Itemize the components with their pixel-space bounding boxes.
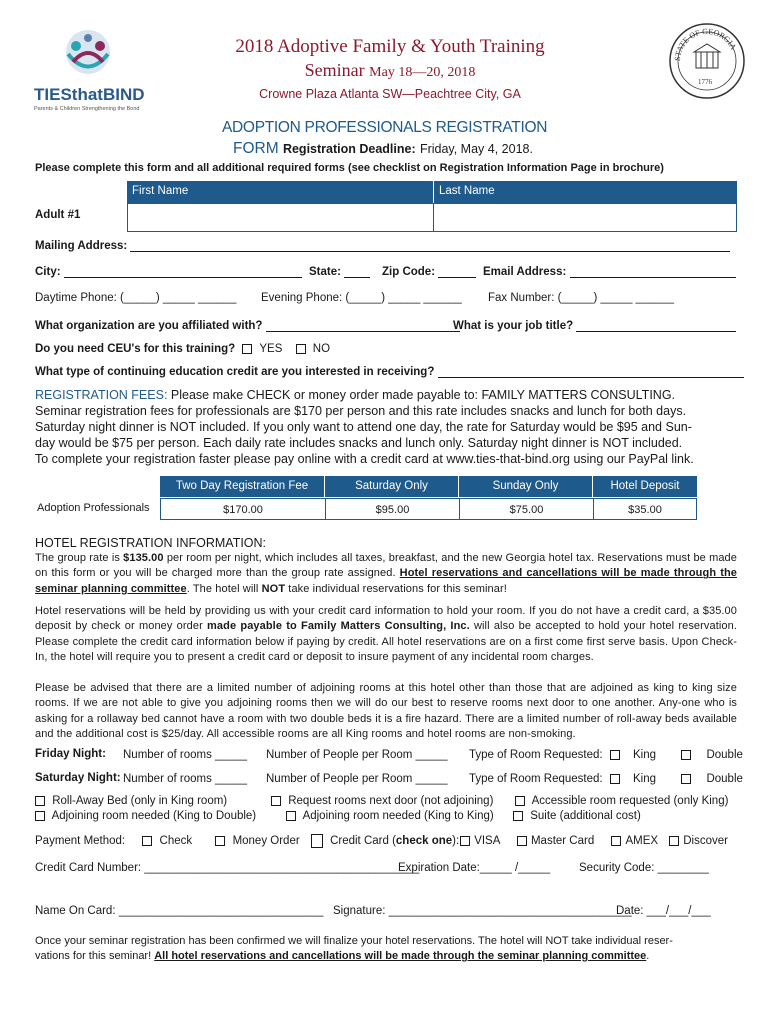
job-title-row — [453, 320, 736, 332]
fee-header-hotel-deposit: Hotel Deposit — [593, 476, 697, 497]
footer-line-1: Once your seminar registration has been confirmed we will finalize your hotel reservations. The hotel will NOT take individual reser- — [35, 935, 673, 947]
suite-label: Suite (additional cost) — [530, 810, 641, 822]
security-code-field[interactable]: Security Code: ________ — [579, 862, 709, 874]
rollaway-checkbox[interactable] — [35, 796, 45, 806]
last-name-header: Last Name — [434, 181, 737, 203]
hotel-p1-d: . The hotel will — [186, 582, 262, 595]
date-field[interactable]: Date: ___/___/___ — [616, 905, 711, 917]
credit-type-row — [35, 366, 744, 378]
org-label: What organization are you affiliated with? — [35, 320, 263, 332]
option-accessible — [515, 795, 728, 807]
fees-line-3: Saturday night dinner is NOT included. If you only want to attend one day, the rate for Saturday would be $95 and Sun- — [35, 420, 692, 434]
rollaway-label: Roll-Away Bed (only in King room) — [52, 795, 228, 807]
state-field[interactable] — [344, 266, 370, 278]
mailing-label: Mailing Address: — [35, 240, 128, 252]
daytime-phone-field[interactable]: Daytime Phone: (_____) _____ ______ — [35, 292, 237, 304]
saturday-people-field[interactable]: Number of People per Room _____ — [266, 773, 448, 785]
venue: Crowne Plaza Atlanta SW—Peachtree City, GA — [259, 87, 521, 101]
amex-label: AMEX — [625, 835, 659, 848]
fee-header-saturday: Saturday Only — [325, 476, 459, 497]
adjoining-double-checkbox[interactable] — [35, 811, 45, 821]
job-title-field[interactable] — [576, 320, 736, 332]
friday-night-label: Friday Night: — [35, 748, 106, 760]
payment-method-label: Payment Method: — [35, 835, 126, 848]
adult-1-label: Adult #1 — [35, 209, 81, 221]
saturday-double-label: Double — [706, 773, 743, 785]
footer-line-2a: vations for this seminar! — [35, 950, 155, 962]
friday-king-label: King — [633, 749, 657, 761]
state-label: State: — [309, 266, 341, 278]
next-door-label: Request rooms next door (not adjoining) — [288, 795, 494, 807]
friday-double-checkbox[interactable] — [681, 750, 691, 760]
instructions: Please complete this form and all additional required forms (see checklist on Registration Information Page in brochure) — [35, 162, 664, 174]
logo-text: TIESthatBIND — [34, 85, 145, 104]
mastercard-label: Master Card — [530, 835, 595, 848]
footer-underlined: All hotel reservations and cancellations will be made through the seminar planning committee — [154, 950, 647, 962]
city-label-row — [35, 266, 302, 278]
friday-room-type-label: Type of Room Requested: — [469, 749, 603, 761]
check-one-label: check one — [395, 835, 453, 848]
seminar-word: Seminar — [304, 60, 365, 80]
saturday-room-type — [469, 773, 743, 785]
fee-row-label: Adoption Professionals — [37, 502, 150, 514]
hotel-p2-bold: made payable to Family Matters Consulting, Inc. — [207, 620, 470, 633]
city-field[interactable] — [64, 266, 302, 278]
fees-line-5: To complete your registration faster please pay online with a credit card at www.ties-that-bind.org using our PayPal link. — [35, 452, 694, 466]
friday-king-checkbox[interactable] — [610, 750, 620, 760]
job-label: What is your job title? — [453, 320, 574, 332]
hotel-p2-c: will also be accepted to hold your hotel reservation. Please complete the credit card information below if paying by credit. All hotel reservations are on a first come first serve basis. Upon Check-In, the hotel will require you to present a credit card or deposit to insure payment of any incidental room charges. — [35, 620, 738, 664]
credit-type-question: What type of continuing education credit are you interested in receiving? — [35, 366, 435, 378]
evening-phone-field[interactable]: Evening Phone: (_____) _____ ______ — [261, 292, 462, 304]
adjoining-king-checkbox[interactable] — [286, 811, 296, 821]
hotel-rate: $135.00 — [123, 552, 164, 564]
saturday-king-label: King — [633, 773, 657, 785]
friday-rooms-field[interactable]: Number of rooms _____ — [123, 749, 248, 761]
zip-field[interactable] — [438, 266, 476, 278]
adjoining-double-label: Adjoining room needed (King to Double) — [51, 810, 257, 822]
check-checkbox[interactable] — [142, 836, 152, 846]
fee-sunday-value: $75.00 — [459, 498, 594, 520]
email-label: Email Address: — [483, 266, 567, 278]
hotel-paragraph-2 — [35, 604, 737, 666]
mailing-address-row — [35, 240, 730, 252]
fee-saturday-value: $95.00 — [325, 498, 460, 520]
first-name-field[interactable] — [127, 203, 434, 232]
hotel-paragraph-1 — [35, 551, 737, 597]
ceu-no-checkbox[interactable] — [296, 344, 306, 354]
discover-label: Discover — [683, 835, 728, 848]
card-number-field[interactable]: Credit Card Number: ___________________________________________ — [35, 862, 420, 874]
hotel-paragraph-3: Please be advised that there are a limited number of adjoining rooms at this hotel other than those that are adjoined as king to king size rooms. If we are not able to give you adjoining rooms then we will do our best to reserve rooms next door to one another. Any-one who is asking for a rollaway bed cannot have a room with two double beds it is a fire hazard. There are a limited number of roll-away beds available and the additional cost is $25/day. All accessible rooms are all King rooms and hotel rooms are non-smoking. — [35, 682, 737, 741]
hotel-p1-e: take individual reservations for this seminar! — [285, 582, 507, 595]
fee-hotel-deposit-value: $35.00 — [593, 498, 697, 520]
organization-field[interactable] — [266, 320, 460, 332]
accessible-label: Accessible room requested (only King) — [531, 795, 729, 807]
name-on-card-field[interactable]: Name On Card: ________________________________ — [35, 905, 324, 917]
hotel-p1-b: per room per night, which includes all taxes, breakfast, and the new Georgia hotel tax. Reservations must be made on this form or you will be charged more than the group rate assigned. — [35, 552, 737, 580]
ceu-question: Do you need CEU's for this training? — [35, 343, 236, 355]
option-suite — [513, 810, 641, 822]
amex-checkbox[interactable] — [611, 836, 621, 846]
saturday-double-checkbox[interactable] — [681, 774, 691, 784]
footer-line-2 — [35, 950, 649, 962]
fee-header-sunday: Sunday Only — [459, 476, 593, 497]
expiration-date-field[interactable]: Expiration Date:_____ /_____ — [398, 862, 551, 874]
seal-year: 1776 — [698, 78, 712, 86]
hotel-p2-a: Hotel reservations will be held by providing us with your credit card information to hold your room. If you do not have a credit card, a $35.00 deposit by check or money order — [35, 605, 737, 633]
money-order-label: Money Order — [232, 835, 300, 848]
fees-line-2: Seminar registration fees for professionals are $170 per person and this rate includes snacks and lunch for both days. — [35, 404, 687, 418]
state-row — [309, 266, 370, 278]
seminar-dates: May 18—20, 2018 — [369, 65, 476, 80]
accessible-checkbox[interactable] — [515, 796, 525, 806]
saturday-room-type-label: Type of Room Requested: — [469, 773, 603, 785]
credit-card-close: ): — [452, 835, 460, 848]
option-next-door — [271, 795, 493, 807]
suite-checkbox[interactable] — [513, 811, 523, 821]
ceu-yes-label: YES — [259, 343, 283, 355]
option-adjoining-king — [286, 810, 494, 822]
first-name-header: First Name — [127, 181, 433, 203]
fees-heading: REGISTRATION FEES: — [35, 388, 168, 402]
option-adjoining-double — [35, 810, 256, 822]
next-door-checkbox[interactable] — [271, 796, 281, 806]
credit-card-checkbox[interactable] — [311, 834, 323, 848]
form-title-line2 — [233, 140, 533, 158]
friday-room-type — [469, 749, 743, 761]
fees-heading-rest: Please make CHECK or money order made payable to: FAMILY MATTERS CONSULTING. — [170, 388, 676, 402]
visa-checkbox[interactable] — [460, 836, 470, 846]
zip-label: Zip Code: — [382, 266, 436, 278]
hotel-p1-underlined: Hotel reservations and cancellations will be made through the seminar planning committee — [35, 567, 737, 595]
svg-text:STATE OF GEORGIA — [673, 27, 738, 61]
credit-card-label: Credit Card ( — [330, 835, 396, 848]
last-name-field[interactable] — [433, 203, 737, 232]
mastercard-checkbox[interactable] — [517, 836, 527, 846]
city-label: City: — [35, 266, 61, 278]
friday-double-label: Double — [706, 749, 743, 761]
ceu-no-label: NO — [312, 343, 331, 355]
adjoining-king-label: Adjoining room needed (King to King) — [302, 810, 494, 822]
saturday-rooms-field[interactable]: Number of rooms _____ — [123, 773, 248, 785]
deadline-value: Friday, May 4, 2018. — [419, 142, 533, 156]
ceu-yes-checkbox[interactable] — [242, 344, 252, 354]
visa-label: VISA — [474, 835, 500, 848]
saturday-king-checkbox[interactable] — [610, 774, 620, 784]
fee-two-day-value: $170.00 — [160, 498, 326, 520]
page-title: 2018 Adoptive Family & Youth Training — [235, 36, 545, 57]
fee-header-two-day: Two Day Registration Fee — [160, 476, 325, 497]
friday-people-field[interactable]: Number of People per Room _____ — [266, 749, 448, 761]
ceu-row — [35, 343, 330, 355]
organization-row — [35, 320, 460, 332]
fees-line-4: day would be $75 per person. Each daily rate includes snacks and lunch only. Saturday night dinner is NOT included. — [35, 436, 683, 450]
georgia-seal-icon — [668, 22, 746, 100]
seminar-line — [170, 60, 610, 81]
money-order-checkbox[interactable] — [215, 836, 225, 846]
ties-that-bind-logo — [28, 24, 168, 114]
discover-checkbox[interactable] — [669, 836, 679, 846]
deadline-label: Registration Deadline: — [282, 142, 416, 156]
hotel-p1-not: NOT — [261, 582, 286, 595]
saturday-night-label: Saturday Night: — [35, 772, 121, 784]
seal-text: STATE OF GEORGIA — [672, 26, 739, 62]
credit-type-field[interactable] — [438, 366, 744, 378]
fees-paragraph — [35, 387, 737, 467]
logo-tagline: Parents & Children Strengthening the Bond — [34, 106, 140, 112]
email-field[interactable] — [570, 266, 736, 278]
hotel-p1-a: The group rate is — [35, 552, 124, 564]
signature-field[interactable]: Signature: ______________________________________ — [333, 905, 632, 917]
email-row — [483, 266, 736, 278]
check-label: Check — [159, 835, 193, 848]
form-title: ADOPTION PROFESSIONALS REGISTRATION — [222, 119, 548, 136]
footer-period: . — [646, 950, 650, 962]
hotel-heading: HOTEL REGISTRATION INFORMATION: — [35, 536, 267, 550]
option-rollaway — [35, 795, 227, 807]
payment-method-row — [35, 834, 728, 848]
fax-number-field[interactable]: Fax Number: (_____) _____ ______ — [488, 292, 675, 304]
form-word: FORM — [233, 140, 279, 157]
mailing-address-field[interactable] — [130, 240, 730, 252]
zip-row — [382, 266, 476, 278]
